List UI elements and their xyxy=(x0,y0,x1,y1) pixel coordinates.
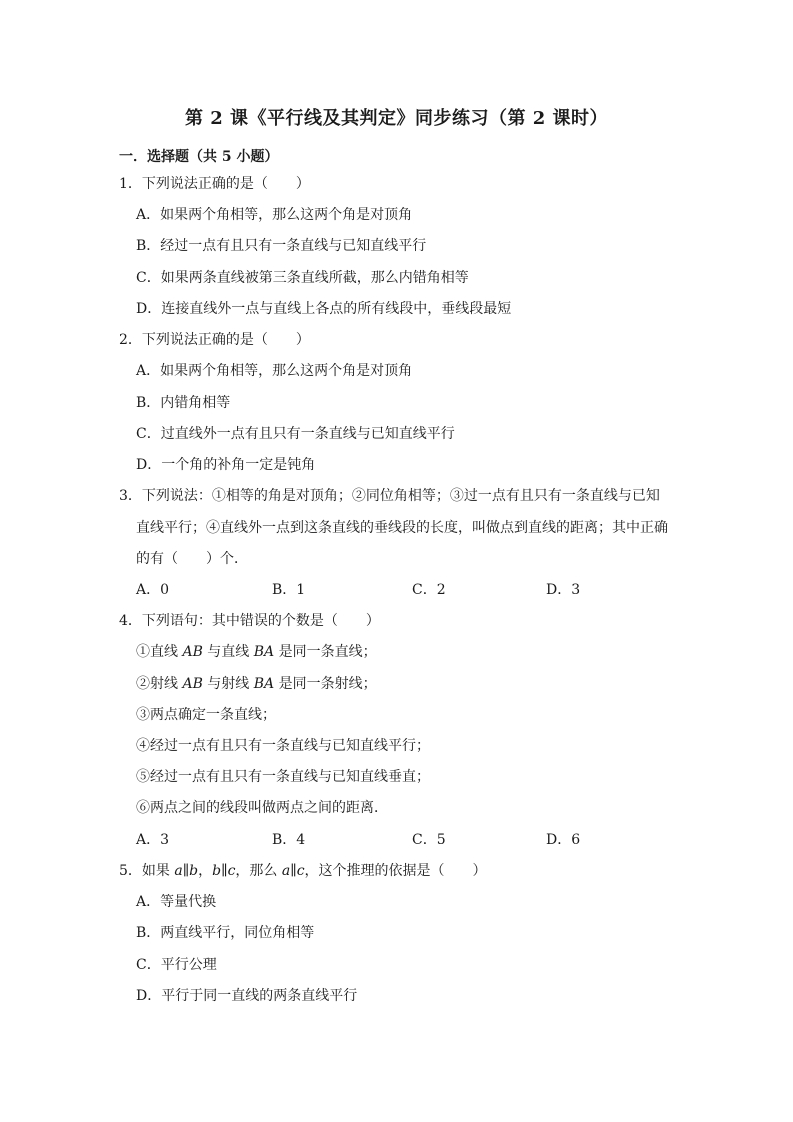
question-4-option-b: B．4 xyxy=(272,832,306,848)
question-3-stem-line-1: 3．下列说法：①相等的角是对顶角；②同位角相等；③过一点有且只有一条直线与已知 xyxy=(119,488,660,504)
document-title: 第 2 课《平行线及其判定》同步练习（第 2 课时） xyxy=(184,108,609,129)
question-3-option-a: A．0 xyxy=(136,582,170,598)
question-1-stem: 1．下列说法正确的是（ ） xyxy=(119,176,310,192)
question-3-option-b: B．1 xyxy=(272,582,306,598)
question-2-option-b: B．内错角相等 xyxy=(136,395,231,411)
question-4-statement-6: ⑥两点之间的线段叫做两点之间的距离． xyxy=(136,800,388,816)
question-1-option-c: C．如果两条直线被第三条直线所截，那么内错角相等 xyxy=(136,270,469,286)
question-1-option-a: A．如果两个角相等，那么这两个角是对顶角 xyxy=(136,207,413,223)
question-3-options xyxy=(136,580,656,600)
question-1-option-b: B．经过一点有且只有一条直线与已知直线平行 xyxy=(136,238,427,254)
question-5-option-d: D．平行于同一直线的两条直线平行 xyxy=(136,988,358,1004)
question-4-statement-1: ①直线 AB 与直线 BA 是同一条直线； xyxy=(136,644,377,660)
question-5-option-c: C．平行公理 xyxy=(136,957,217,973)
question-4-option-c: C．5 xyxy=(412,832,446,848)
question-2-option-d: D．一个角的补角一定是钝角 xyxy=(136,457,316,473)
question-2-stem: 2．下列说法正确的是（ ） xyxy=(119,332,310,348)
question-4-option-d: D．6 xyxy=(546,832,581,848)
question-4-statement-3: ③两点确定一条直线； xyxy=(136,707,276,723)
question-4-statement-2: ②射线 AB 与射线 BA 是同一条射线； xyxy=(136,676,377,692)
question-5-option-b: B．两直线平行，同位角相等 xyxy=(136,925,315,941)
question-4-options xyxy=(136,830,656,850)
question-5-option-a: A．等量代换 xyxy=(136,894,217,910)
question-3-stem-line-2: 直线平行；④直线外一点到这条直线的垂线段的长度，叫做点到直线的距离；其中正确 xyxy=(136,520,668,536)
question-4-option-a: A．3 xyxy=(136,832,170,848)
question-4-statement-5: ⑤经过一点有且只有一条直线与已知直线垂直； xyxy=(136,769,430,785)
question-5-stem: 5．如果 a∥b，b∥c，那么 a∥c，这个推理的依据是（ ） xyxy=(119,863,487,879)
question-2-option-c: C．过直线外一点有且只有一条直线与已知直线平行 xyxy=(136,426,455,442)
question-4-stem: 4．下列语句：其中错误的个数是（ ） xyxy=(119,613,380,629)
question-4-statement-4: ④经过一点有且只有一条直线与已知直线平行； xyxy=(136,738,430,754)
question-3-option-c: C．2 xyxy=(412,582,446,598)
question-1-option-d: D．连接直线外一点与直线上各点的所有线段中，垂线段最短 xyxy=(136,301,512,317)
question-2-option-a: A．如果两个角相等，那么这两个角是对顶角 xyxy=(136,363,413,379)
question-3-option-d: D．3 xyxy=(546,582,581,598)
question-3-stem-line-3: 的有（ ）个． xyxy=(136,551,248,567)
section-heading: 一．选择题（共 5 小题） xyxy=(119,149,279,165)
